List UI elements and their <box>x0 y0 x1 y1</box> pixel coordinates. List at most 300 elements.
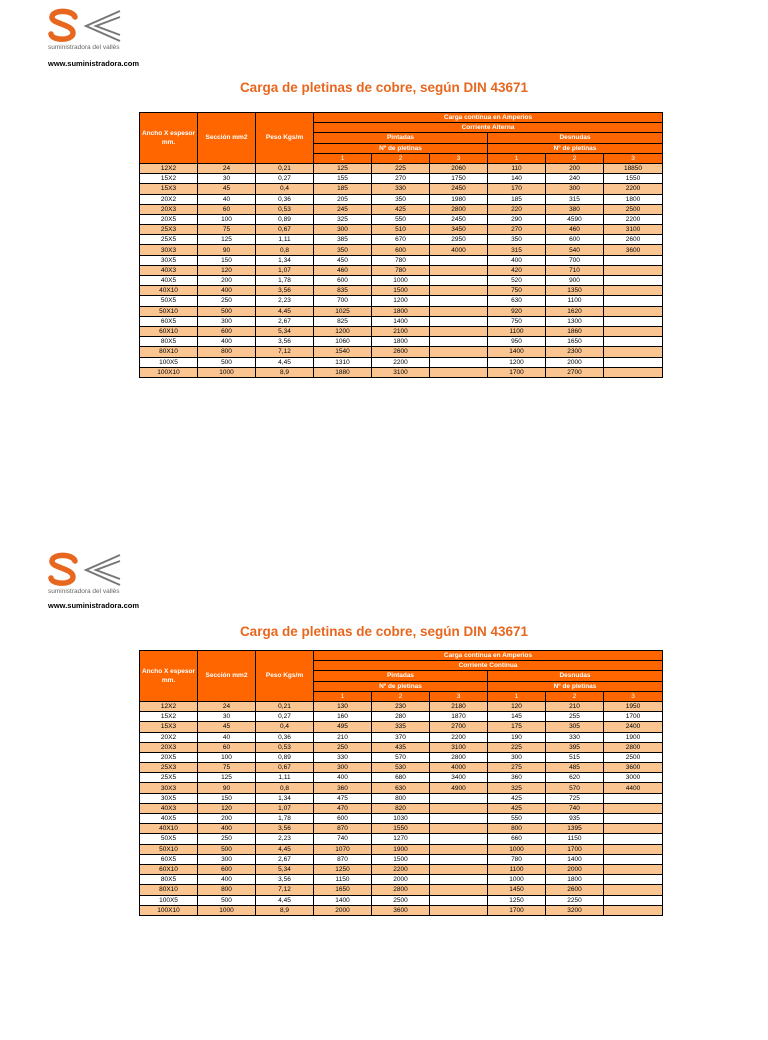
table-row <box>140 803 663 813</box>
table-row <box>140 347 663 357</box>
table-cell: 4000 <box>430 245 488 255</box>
table-cell: 4,45 <box>256 895 314 905</box>
table-cell: 500 <box>198 306 256 316</box>
table-cell: 50X5 <box>140 296 198 306</box>
table-cell: 3000 <box>604 773 663 783</box>
table-cell <box>604 265 663 275</box>
table-cell: 200 <box>198 276 256 286</box>
table-cell: 120 <box>198 265 256 275</box>
table-cell: 20X5 <box>140 752 198 762</box>
table-cell <box>604 326 663 336</box>
table-cell: 20X5 <box>140 214 198 224</box>
table-row <box>140 357 663 367</box>
table-cell: 2450 <box>430 214 488 224</box>
table-cell: 15X2 <box>140 174 198 184</box>
table-cell <box>430 793 488 803</box>
table-cell: 50X10 <box>140 306 198 316</box>
table-cell <box>604 337 663 347</box>
table-cell <box>430 347 488 357</box>
table-cell: 2200 <box>604 184 663 194</box>
table-cell <box>430 834 488 844</box>
header-n: 2 <box>546 691 604 701</box>
table-cell: 350 <box>314 245 372 255</box>
table-cell: 300 <box>488 752 546 762</box>
table-cell: 200 <box>198 814 256 824</box>
table-cell: 750 <box>488 286 546 296</box>
table-cell: 185 <box>488 194 546 204</box>
table-cell: 3,56 <box>256 337 314 347</box>
table-cell: 2100 <box>372 326 430 336</box>
table-row <box>140 773 663 783</box>
table-cell: 110 <box>488 163 546 173</box>
table-cell: 100X5 <box>140 357 198 367</box>
table-cell: 30 <box>198 174 256 184</box>
table-cell: 300 <box>198 316 256 326</box>
table-cell: 7,12 <box>256 885 314 895</box>
table-cell: 2200 <box>430 732 488 742</box>
table-cell: 20X2 <box>140 732 198 742</box>
table-cell: 0,21 <box>256 163 314 173</box>
table-cell: 400 <box>198 337 256 347</box>
table-cell <box>604 885 663 895</box>
table-cell: 2300 <box>546 347 604 357</box>
table-cell: 60 <box>198 204 256 214</box>
table-cell: 725 <box>546 793 604 803</box>
table-cell: 435 <box>372 742 430 752</box>
page-title: Carga de pletinas de cobre, según DIN 43671 <box>239 624 529 639</box>
table-cell: 2000 <box>546 864 604 874</box>
table-row <box>140 732 663 742</box>
table-row <box>140 885 663 895</box>
table-cell <box>430 255 488 265</box>
table-cell: 600 <box>198 326 256 336</box>
table-row <box>140 194 663 204</box>
table-cell: 315 <box>488 245 546 255</box>
table-cell: 1550 <box>604 174 663 184</box>
table-cell: 700 <box>546 255 604 265</box>
table-cell: 60X5 <box>140 316 198 326</box>
table-cell <box>430 854 488 864</box>
table-cell: 1800 <box>604 194 663 204</box>
table-cell: 0,4 <box>256 722 314 732</box>
table-cell: 40X10 <box>140 824 198 834</box>
table-cell: 2000 <box>372 875 430 885</box>
table-cell: 1,78 <box>256 276 314 286</box>
table-cell <box>430 875 488 885</box>
table-cell: 530 <box>372 763 430 773</box>
table-cell: 275 <box>488 763 546 773</box>
table-cell: 835 <box>314 286 372 296</box>
table-cell: 700 <box>314 296 372 306</box>
table-cell: 1250 <box>488 895 546 905</box>
header-dimensions: Ancho X espesor mm. <box>140 651 198 702</box>
table-cell: 100X5 <box>140 895 198 905</box>
table-cell: 600 <box>314 814 372 824</box>
table-cell: 4,45 <box>256 844 314 854</box>
table-cell: 1700 <box>488 905 546 915</box>
table-cell: 1395 <box>546 824 604 834</box>
table-cell: 40X3 <box>140 265 198 275</box>
table-cell <box>430 814 488 824</box>
table-cell: 780 <box>372 255 430 265</box>
table-cell: 3100 <box>604 225 663 235</box>
section-2 <box>0 540 768 1040</box>
header-load: Carga contínua en Amperios <box>314 113 663 123</box>
table-cell <box>430 367 488 377</box>
table-cell: 520 <box>488 276 546 286</box>
table-cell <box>430 864 488 874</box>
table-cell: 50X10 <box>140 844 198 854</box>
table-cell: 0,53 <box>256 742 314 752</box>
brand-name: suministradora del vallès <box>48 44 120 51</box>
table-cell: 630 <box>372 783 430 793</box>
table-cell: 4,45 <box>256 306 314 316</box>
table-cell: 155 <box>314 174 372 184</box>
table-row <box>140 824 663 834</box>
header-n: 2 <box>372 691 430 701</box>
table-cell: 2600 <box>546 885 604 895</box>
header-n: 2 <box>372 153 430 163</box>
table-cell: 245 <box>314 204 372 214</box>
table-cell <box>604 864 663 874</box>
table-cell: 3400 <box>430 773 488 783</box>
table-cell: 160 <box>314 712 372 722</box>
header-n: 3 <box>604 691 663 701</box>
table-cell: 3100 <box>430 742 488 752</box>
table-row <box>140 864 663 874</box>
table-row <box>140 276 663 286</box>
table-cell: 1,78 <box>256 814 314 824</box>
table-cell <box>604 255 663 265</box>
table-cell: 225 <box>372 163 430 173</box>
table-cell: 400 <box>198 875 256 885</box>
table-cell: 2000 <box>314 905 372 915</box>
table-cell: 0,21 <box>256 701 314 711</box>
table-cell <box>430 326 488 336</box>
table-cell: 330 <box>546 732 604 742</box>
table-cell: 920 <box>488 306 546 316</box>
table-cell: 190 <box>488 732 546 742</box>
table-row <box>140 895 663 905</box>
table-cell <box>604 306 663 316</box>
table-cell: 1400 <box>314 895 372 905</box>
table-row <box>140 337 663 347</box>
table-cell: 0,27 <box>256 174 314 184</box>
table-cell: 1,07 <box>256 803 314 813</box>
table-cell: 220 <box>488 204 546 214</box>
table-row <box>140 875 663 885</box>
table-cell: 475 <box>314 793 372 803</box>
table-cell: 800 <box>372 793 430 803</box>
table-cell: 170 <box>488 184 546 194</box>
table-cell <box>430 286 488 296</box>
table-cell: 1400 <box>488 347 546 357</box>
table-cell: 25X3 <box>140 225 198 235</box>
table-cell: 125 <box>314 163 372 173</box>
table-cell: 100 <box>198 214 256 224</box>
table-cell: 2950 <box>430 235 488 245</box>
website-link[interactable]: www.suministradora.com <box>48 59 139 68</box>
table-cell: 1060 <box>314 337 372 347</box>
table-cell: 400 <box>198 286 256 296</box>
table-cell: 2800 <box>430 204 488 214</box>
table-cell: 240 <box>546 174 604 184</box>
header-painted: Pintadas <box>314 671 488 681</box>
table-cell: 3450 <box>430 225 488 235</box>
table-cell: 250 <box>314 742 372 752</box>
table-cell: 1900 <box>372 844 430 854</box>
table-cell: 3,56 <box>256 824 314 834</box>
table-cell <box>430 265 488 275</box>
table-cell: 3600 <box>604 245 663 255</box>
table-cell: 1000 <box>198 367 256 377</box>
table-cell <box>604 803 663 813</box>
table-cell: 80X10 <box>140 347 198 357</box>
table-row <box>140 286 663 296</box>
table-row <box>140 834 663 844</box>
table-cell: 870 <box>314 854 372 864</box>
table-cell: 900 <box>546 276 604 286</box>
table-cell: 40X5 <box>140 814 198 824</box>
table-cell: 400 <box>198 824 256 834</box>
table-cell: 100X10 <box>140 367 198 377</box>
table-cell: 255 <box>546 712 604 722</box>
table-cell: 1270 <box>372 834 430 844</box>
table-cell: 470 <box>314 803 372 813</box>
table-cell: 350 <box>372 194 430 204</box>
table-cell: 780 <box>372 265 430 275</box>
table-cell: 400 <box>488 255 546 265</box>
table-cell: 145 <box>488 712 546 722</box>
header-n: 1 <box>314 153 372 163</box>
table-cell: 225 <box>488 742 546 752</box>
table-cell: 130 <box>314 701 372 711</box>
table-cell: 400 <box>314 773 372 783</box>
table-row <box>140 752 663 762</box>
table-cell: 420 <box>488 265 546 275</box>
table-cell: 0,89 <box>256 752 314 762</box>
table-cell: 360 <box>314 783 372 793</box>
table-cell: 40X3 <box>140 803 198 813</box>
table-cell <box>430 337 488 347</box>
table-cell: 90 <box>198 245 256 255</box>
table-cell: 325 <box>314 214 372 224</box>
header-n: 3 <box>430 691 488 701</box>
table-cell: 2600 <box>604 235 663 245</box>
table-cell: 570 <box>372 752 430 762</box>
table-cell: 330 <box>314 752 372 762</box>
table-cell: 300 <box>314 763 372 773</box>
table-cell: 60X10 <box>140 326 198 336</box>
table-cell: 175 <box>488 722 546 732</box>
logo-mark-icon <box>48 552 128 588</box>
header-num-bars: Nº de pletinas <box>488 681 663 691</box>
table-cell: 270 <box>372 174 430 184</box>
table-row <box>140 316 663 326</box>
table-cell: 80X10 <box>140 885 198 895</box>
table-cell: 670 <box>372 235 430 245</box>
table-cell: 1700 <box>546 844 604 854</box>
table-cell: 710 <box>546 265 604 275</box>
table-row <box>140 701 663 711</box>
table-cell <box>430 306 488 316</box>
table-cell: 1750 <box>430 174 488 184</box>
table-cell <box>604 834 663 844</box>
table-cell: 8,9 <box>256 367 314 377</box>
table-cell <box>430 844 488 854</box>
table-cell: 12X2 <box>140 163 198 173</box>
header-n: 3 <box>604 153 663 163</box>
table-cell: 12X2 <box>140 701 198 711</box>
table-cell: 740 <box>546 803 604 813</box>
table-cell: 0,27 <box>256 712 314 722</box>
table-cell: 1000 <box>488 844 546 854</box>
load-table-alternating <box>139 112 663 378</box>
table-cell: 1200 <box>372 296 430 306</box>
table-cell: 800 <box>488 824 546 834</box>
table-cell: 1880 <box>314 367 372 377</box>
table-cell: 0,67 <box>256 225 314 235</box>
table-cell: 3,56 <box>256 875 314 885</box>
table-cell: 250 <box>198 296 256 306</box>
table-cell: 2600 <box>372 347 430 357</box>
table-cell <box>604 905 663 915</box>
table-cell: 270 <box>488 225 546 235</box>
header-current: Corriente Alterna <box>314 123 663 133</box>
table-cell: 2060 <box>430 163 488 173</box>
table-row <box>140 742 663 752</box>
table-row <box>140 245 663 255</box>
table-cell <box>430 296 488 306</box>
table-row <box>140 854 663 864</box>
table-cell <box>604 875 663 885</box>
table-row <box>140 326 663 336</box>
table-cell: 2200 <box>372 357 430 367</box>
table-cell: 1540 <box>314 347 372 357</box>
table-cell: 0,36 <box>256 732 314 742</box>
table-cell: 1620 <box>546 306 604 316</box>
table-cell: 4400 <box>604 783 663 793</box>
table-cell: 8,9 <box>256 905 314 915</box>
table-cell: 1650 <box>546 337 604 347</box>
table-cell: 325 <box>488 783 546 793</box>
table-cell <box>430 885 488 895</box>
table-row <box>140 296 663 306</box>
table-cell: 4590 <box>546 214 604 224</box>
table-row <box>140 255 663 265</box>
table-cell: 20X3 <box>140 742 198 752</box>
table-cell: 540 <box>546 245 604 255</box>
table-row <box>140 306 663 316</box>
table-cell <box>430 803 488 813</box>
table-cell: 2800 <box>372 885 430 895</box>
table-cell: 45 <box>198 184 256 194</box>
table-cell: 125 <box>198 773 256 783</box>
table-cell: 205 <box>314 194 372 204</box>
table-cell: 2800 <box>430 752 488 762</box>
table-cell <box>604 367 663 377</box>
table-cell: 40 <box>198 194 256 204</box>
table-cell: 30X5 <box>140 255 198 265</box>
header-weight: Peso Kgs/m <box>256 651 314 702</box>
table-cell: 2500 <box>604 204 663 214</box>
table-cell: 500 <box>198 895 256 905</box>
table-cell: 200 <box>546 163 604 173</box>
header-n: 1 <box>488 153 546 163</box>
table-cell: 1350 <box>546 286 604 296</box>
company-logo <box>48 8 128 58</box>
table-cell: 30X3 <box>140 783 198 793</box>
table-cell: 800 <box>198 347 256 357</box>
table-cell: 75 <box>198 225 256 235</box>
table-row <box>140 174 663 184</box>
table-cell: 1860 <box>546 326 604 336</box>
load-table-direct <box>139 650 663 916</box>
table-cell: 1980 <box>430 194 488 204</box>
table-cell: 2200 <box>604 214 663 224</box>
table-cell: 800 <box>198 885 256 895</box>
table-cell: 120 <box>198 803 256 813</box>
table-cell: 1030 <box>372 814 430 824</box>
table-cell: 15X3 <box>140 722 198 732</box>
table-cell: 2,23 <box>256 296 314 306</box>
table-cell: 1150 <box>314 875 372 885</box>
table-cell: 600 <box>546 235 604 245</box>
table-cell: 290 <box>488 214 546 224</box>
table-body <box>140 701 663 915</box>
table-cell <box>604 357 663 367</box>
table-cell: 2180 <box>430 701 488 711</box>
table-cell: 2700 <box>430 722 488 732</box>
header-n: 2 <box>546 153 604 163</box>
table-cell: 5,34 <box>256 864 314 874</box>
table-cell: 1500 <box>372 854 430 864</box>
table-cell: 1450 <box>488 885 546 895</box>
table-cell: 2450 <box>430 184 488 194</box>
table-cell: 300 <box>198 854 256 864</box>
table-cell: 425 <box>372 204 430 214</box>
table-cell: 600 <box>198 864 256 874</box>
table-cell: 250 <box>198 834 256 844</box>
table-cell: 1650 <box>314 885 372 895</box>
table-cell: 80X5 <box>140 875 198 885</box>
table-cell: 1000 <box>372 276 430 286</box>
table-cell: 460 <box>546 225 604 235</box>
table-cell: 425 <box>488 803 546 813</box>
section-1 <box>0 0 768 500</box>
table-row <box>140 783 663 793</box>
table-cell: 45 <box>198 722 256 732</box>
header-bare: Desnudas <box>488 671 663 681</box>
table-cell: 1,11 <box>256 773 314 783</box>
table-cell <box>604 316 663 326</box>
website-link[interactable]: www.suministradora.com <box>48 601 139 610</box>
table-cell: 150 <box>198 793 256 803</box>
table-cell: 500 <box>198 844 256 854</box>
table-row <box>140 265 663 275</box>
table-cell: 1300 <box>546 316 604 326</box>
table-cell: 210 <box>546 701 604 711</box>
table-cell: 25X3 <box>140 763 198 773</box>
table-cell: 1550 <box>372 824 430 834</box>
table-cell: 60 <box>198 742 256 752</box>
table-cell: 24 <box>198 701 256 711</box>
table-cell <box>604 276 663 286</box>
table-row <box>140 763 663 773</box>
table-cell: 1950 <box>604 701 663 711</box>
table-cell: 120 <box>488 701 546 711</box>
table-cell <box>604 854 663 864</box>
